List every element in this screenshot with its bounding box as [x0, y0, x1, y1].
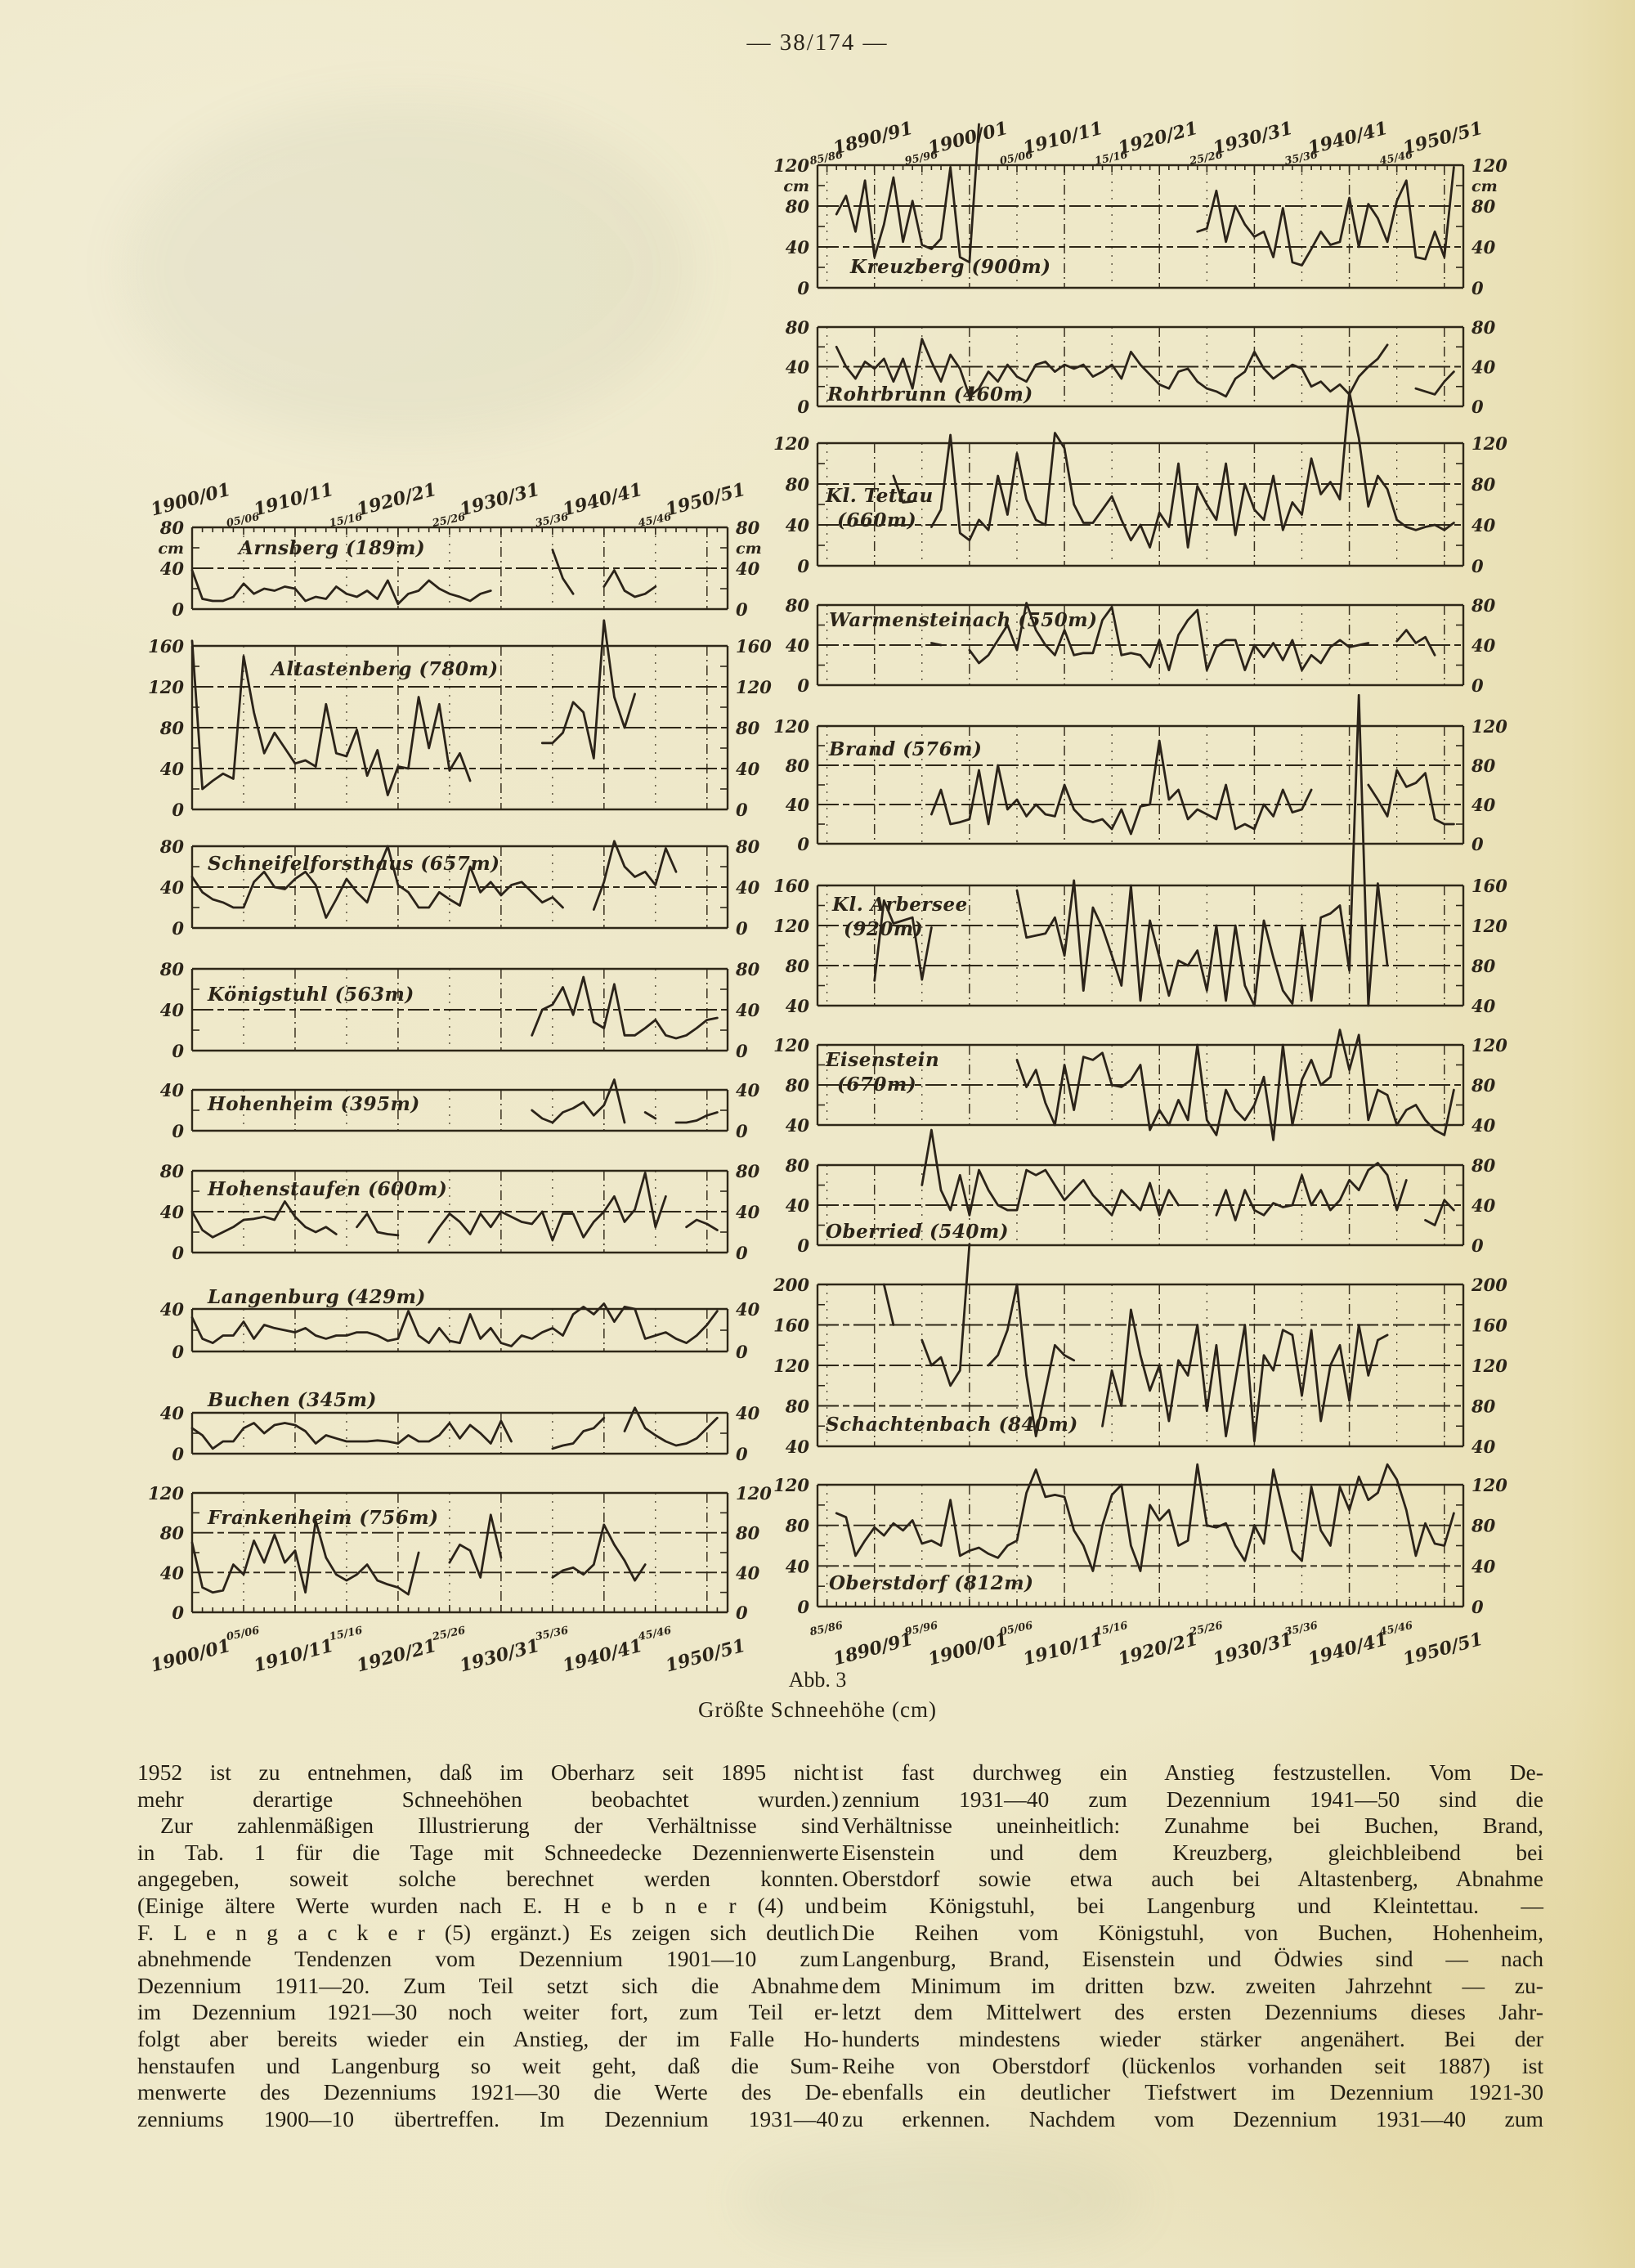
y-axis-label: 0	[172, 1342, 184, 1362]
station-label: (660m)	[837, 509, 917, 531]
body-text-line: (Einige ältere Werte wurden nach E. H e b n e r (4) und	[137, 1892, 839, 1918]
y-axis-label: 80	[785, 317, 809, 338]
y-axis-label: 0	[797, 1597, 809, 1617]
y-axis-label: 80	[1472, 956, 1496, 976]
station-label: Schneifelforsthaus (657m)	[208, 853, 500, 875]
x-axis-decade-label: 1940/41	[560, 1634, 645, 1677]
y-axis-label: 40	[1472, 795, 1496, 815]
body-text-line: ebenfalls ein deutlicher Tiefstwert im Dezennium 1921-30	[842, 2079, 1543, 2105]
y-axis-label: 40	[1472, 515, 1496, 536]
x-axis-mid-label: 45/46	[637, 1624, 673, 1644]
y-axis-label: 40	[159, 1562, 184, 1584]
y-axis-label: 80	[159, 1161, 184, 1181]
x-axis-mid-label: 15/16	[1093, 148, 1130, 168]
y-axis-label: 0	[1472, 1597, 1484, 1617]
station-label: Oberried (540m)	[826, 1221, 1010, 1243]
station-label: Eisenstein	[826, 1049, 940, 1071]
x-axis-mid-label: 35/36	[534, 510, 570, 531]
y-axis-label: 160	[1472, 1315, 1507, 1336]
station-label: Altastenberg (780m)	[271, 658, 499, 680]
y-axis-label: 40	[159, 759, 184, 779]
x-axis-mid-label: 95/96	[903, 148, 939, 168]
figure-title: Größte Schneehöhe (cm)	[698, 1697, 937, 1722]
y-axis-label: 0	[172, 1041, 184, 1061]
unit-label: cm	[736, 540, 762, 558]
x-axis-decade-label: 1900/01	[925, 117, 1010, 159]
snow-depth-series	[922, 1130, 1454, 1225]
y-axis-label: 0	[797, 556, 809, 576]
y-axis-label: 0	[172, 1243, 184, 1263]
station-label: (670m)	[837, 1073, 917, 1096]
y-axis-label: 40	[785, 1556, 809, 1577]
y-axis-label: 40	[785, 1195, 809, 1216]
x-axis-decade-label: 1930/31	[457, 478, 542, 521]
y-axis-label: 160	[773, 876, 809, 896]
x-axis-mid-label: 05/06	[998, 1619, 1034, 1639]
x-axis-decade-label: 1910/11	[251, 1634, 336, 1677]
y-axis-label: 0	[1472, 556, 1484, 576]
y-axis-label: 40	[1472, 1115, 1496, 1136]
y-axis-label: 120	[148, 1483, 184, 1504]
body-text-line: Langenburg, Brand, Eisenstein und Ödwies sind — nach	[842, 1946, 1543, 1972]
y-axis-label: 120	[773, 155, 809, 176]
body-text-line: ist fast durchweg ein Anstieg festzustellen. Vom De-	[842, 1759, 1543, 1785]
y-axis-label: 0	[1472, 675, 1484, 696]
y-axis-label: 0	[797, 834, 809, 854]
x-axis-decade-label: 1930/31	[457, 1634, 542, 1677]
y-axis-label: 40	[1472, 356, 1496, 378]
y-axis-label: 40	[1472, 1195, 1496, 1216]
x-axis-decade-label: 1940/41	[1306, 1628, 1391, 1670]
y-axis-label: 0	[736, 1444, 748, 1464]
y-axis-label: 0	[736, 1041, 748, 1061]
station-label: Arnsberg (189m)	[239, 537, 426, 559]
y-axis-label: 0	[1472, 1235, 1484, 1256]
y-axis-label: 0	[172, 918, 184, 939]
y-axis-label: 0	[172, 1121, 184, 1141]
y-axis-label: 40	[736, 1000, 760, 1020]
x-axis-mid-label: 45/46	[1378, 148, 1414, 168]
y-axis-label: 40	[1472, 237, 1496, 258]
body-text-line: zu erkennen. Nachdem vom Dezennium 1931—40 zum	[842, 2105, 1543, 2131]
x-axis-decade-label: 1950/51	[663, 478, 748, 521]
x-axis-decade-label: 1910/11	[1020, 1628, 1105, 1670]
x-axis-decade-label: 1940/41	[560, 478, 645, 521]
body-text-line: menwerte des Dezenniums 1921—30 die Werte des De-	[137, 2079, 839, 2105]
body-text-line: zenniums 1900—10 übertreffen. Im Dezennium 1931—40	[137, 2105, 839, 2131]
body-text-line: Dezennium 1911—20. Zum Teil setzt sich die Abnahme	[137, 1972, 839, 1998]
y-axis-label: 120	[773, 716, 809, 737]
snow-depth-series	[931, 741, 1454, 834]
snow-depth-series	[192, 1408, 717, 1449]
y-axis-label: 0	[797, 397, 809, 417]
text-column-left	[137, 1759, 839, 2132]
y-axis-label: 80	[159, 518, 184, 538]
x-axis-decade-label: 1950/51	[1400, 117, 1485, 159]
y-axis-label: 40	[785, 795, 809, 815]
y-axis-label: 0	[736, 800, 748, 820]
x-axis-mid-label: 25/26	[1189, 148, 1225, 168]
y-axis-label: 40	[785, 996, 809, 1016]
y-axis-label: 80	[159, 836, 184, 857]
y-axis-label: 80	[1472, 1155, 1496, 1176]
y-axis-label: 80	[736, 1161, 760, 1181]
y-axis-label: 40	[785, 515, 809, 536]
x-axis-mid-label: 35/36	[1283, 148, 1319, 168]
y-axis-label: 120	[148, 677, 184, 697]
station-label: Oberstdorf (812m)	[829, 1572, 1034, 1594]
x-axis-decade-label: 1900/01	[148, 478, 233, 521]
x-axis-decade-label: 1900/01	[148, 1634, 233, 1677]
y-axis-label: 0	[736, 1243, 748, 1263]
body-text-line: dem Minimum im dritten bzw. zweiten Jahrzehnt — zu-	[842, 1972, 1543, 1998]
x-axis-mid-label: 25/26	[431, 1624, 467, 1644]
y-axis-label: 40	[159, 1299, 184, 1320]
x-axis-decade-label: 1920/21	[354, 478, 439, 521]
body-text-line: folgt aber bereits wieder ein Anstieg, der im Falle Ho-	[137, 2025, 839, 2051]
text-column-right	[842, 1759, 1543, 2132]
y-axis-label: 120	[736, 677, 772, 697]
y-axis-label: 0	[1472, 834, 1484, 854]
y-axis-label: 0	[172, 1602, 184, 1623]
station-label: Hohenstaufen (600m)	[208, 1178, 448, 1200]
y-axis-label: 80	[1472, 317, 1496, 338]
y-axis-label: 40	[785, 1115, 809, 1136]
x-axis-mid-label: 95/96	[903, 1619, 939, 1639]
station-label: Schachtenbach (840m)	[826, 1414, 1078, 1436]
y-axis-label: 160	[773, 1315, 809, 1336]
station-label: Kl. Arbersee	[832, 894, 968, 916]
y-axis-label: 0	[172, 1444, 184, 1464]
y-axis-label: 0	[736, 1602, 748, 1623]
x-axis-decade-label: 1890/91	[831, 1628, 916, 1670]
y-axis-label: 40	[1472, 1556, 1496, 1577]
body-text-line: henstaufen und Langenburg so weit geht, daß die Sum-	[137, 2052, 839, 2078]
x-axis-decade-label: 1900/01	[925, 1628, 1010, 1670]
snow-depth-series	[192, 1304, 717, 1347]
y-axis-label: 80	[785, 1396, 809, 1417]
y-axis-label: 40	[159, 1403, 184, 1423]
unit-label: cm	[783, 177, 809, 195]
body-text-line: letzt dem Mittelwert des ersten Dezenniums dieses Jahr-	[842, 1999, 1543, 2025]
y-axis-label: 200	[1472, 1275, 1507, 1295]
y-axis-label: 40	[1472, 1437, 1496, 1457]
x-axis-decade-label: 1940/41	[1306, 117, 1391, 159]
page-number: — 38/174 —	[746, 29, 889, 56]
y-axis-label: 80	[1472, 1515, 1496, 1536]
y-axis-label: 40	[736, 1562, 760, 1584]
y-axis-label: 120	[773, 1035, 809, 1056]
y-axis-label: 80	[1472, 196, 1496, 217]
x-axis-mid-label: 45/46	[637, 510, 673, 531]
y-axis-label: 120	[1472, 1356, 1507, 1376]
y-axis-label: 120	[1472, 433, 1507, 454]
y-axis-label: 40	[736, 558, 760, 579]
x-axis-mid-label: 05/06	[225, 510, 261, 531]
x-axis-mid-label: 25/26	[1189, 1619, 1225, 1639]
y-axis-label: 80	[785, 474, 809, 495]
y-axis-label: 120	[1472, 1475, 1507, 1495]
station-label: Langenburg (429m)	[208, 1286, 426, 1308]
y-axis-label: 0	[1472, 397, 1484, 417]
station-label: Hohenheim (395m)	[208, 1093, 420, 1115]
snow-depth-series	[836, 1464, 1454, 1571]
snow-depth-series	[532, 977, 718, 1038]
y-axis-label: 0	[1472, 278, 1484, 298]
y-axis-label: 120	[773, 1475, 809, 1495]
station-label: Kreuzberg (900m)	[850, 256, 1051, 278]
y-axis-label: 40	[785, 1437, 809, 1457]
body-text-line: beim Königstuhl, bei Langenburg und Kleintettau. —	[842, 1892, 1543, 1918]
y-axis-label: 80	[785, 1515, 809, 1536]
y-axis-label: 40	[159, 558, 184, 579]
body-text-line: Oberstdorf sowie etwa auch bei Altastenberg, Abnahme	[842, 1866, 1543, 1892]
y-axis-label: 40	[1472, 635, 1496, 656]
x-axis-decade-label: 1950/51	[663, 1634, 748, 1677]
y-axis-label: 80	[785, 1075, 809, 1096]
y-axis-label: 120	[773, 916, 809, 936]
y-axis-label: 160	[1472, 876, 1507, 896]
body-text-line: Verhältnisse uneinheitlich: Zunahme bei Buchen, Brand,	[842, 1813, 1543, 1839]
y-axis-label: 40	[159, 1000, 184, 1020]
y-axis-label: 0	[797, 675, 809, 696]
x-axis-decade-label: 1920/21	[354, 1634, 439, 1677]
snow-depth-series	[884, 1244, 1387, 1441]
y-axis-label: 160	[148, 636, 184, 657]
x-axis-mid-label: 15/16	[328, 1624, 364, 1644]
x-axis-decade-label: 1920/21	[1115, 117, 1201, 159]
y-axis-label: 80	[159, 959, 184, 979]
x-axis-mid-label: 25/26	[431, 510, 467, 531]
y-axis-label: 40	[736, 1299, 760, 1320]
y-axis-label: 80	[736, 1522, 760, 1544]
y-axis-label: 0	[797, 1235, 809, 1256]
x-axis-decade-label: 1910/11	[1020, 117, 1105, 159]
y-axis-label: 40	[159, 1080, 184, 1100]
bleed-through-smudge	[736, 2142, 1144, 2257]
y-axis-label: 120	[773, 1356, 809, 1376]
x-axis-mid-label: 45/46	[1378, 1619, 1414, 1639]
y-axis-label: 80	[736, 959, 760, 979]
y-axis-label: 40	[785, 635, 809, 656]
body-text-line: mehr derartige Schneehöhen beobachtet wurden.)	[137, 1786, 839, 1812]
x-axis-mid-label: 15/16	[1093, 1619, 1130, 1639]
y-axis-label: 40	[159, 1202, 184, 1222]
station-label: Rohrbrunn (460m)	[827, 383, 1033, 406]
x-axis-decade-label: 1890/91	[831, 117, 916, 159]
y-axis-label: 80	[736, 836, 760, 857]
x-axis-mid-label: 85/86	[809, 1619, 844, 1639]
x-axis-decade-label: 1910/11	[251, 478, 336, 521]
y-axis-label: 80	[785, 755, 809, 776]
x-axis-mid-label: 35/36	[534, 1624, 570, 1644]
y-axis-label: 40	[785, 356, 809, 378]
y-axis-label: 80	[1472, 595, 1496, 616]
y-axis-label: 80	[1472, 755, 1496, 776]
y-axis-label: 80	[1472, 474, 1496, 495]
x-axis-mid-label: 05/06	[998, 148, 1034, 168]
y-axis-label: 40	[736, 759, 760, 779]
y-axis-label: 120	[773, 433, 809, 454]
y-axis-label: 80	[159, 718, 184, 738]
station-label: Frankenheim (756m)	[208, 1507, 439, 1529]
y-axis-label: 0	[172, 800, 184, 820]
body-text-line: in Tab. 1 für die Tage mit Schneedecke Dezennienwerte	[137, 1839, 839, 1865]
x-axis-decade-label: 1930/31	[1210, 1628, 1296, 1670]
y-axis-label: 120	[736, 1483, 772, 1504]
body-text-line: 1952 ist zu entnehmen, daß im Oberharz seit 1895 nicht	[137, 1759, 839, 1785]
x-axis-decade-label: 1950/51	[1400, 1628, 1485, 1670]
body-text-line: im Dezennium 1921—30 noch weiter fort, zum Teil er-	[137, 1999, 839, 2025]
x-axis-mid-label: 05/06	[225, 1624, 261, 1644]
y-axis-label: 0	[736, 599, 748, 620]
y-axis-label: 80	[785, 595, 809, 616]
y-axis-label: 0	[172, 599, 184, 620]
y-axis-label: 80	[785, 196, 809, 217]
y-axis-label: 80	[1472, 1396, 1496, 1417]
y-axis-label: 120	[1472, 155, 1507, 176]
y-axis-label: 40	[736, 1403, 760, 1423]
figure-number: Abb. 3	[788, 1668, 847, 1692]
y-axis-label: 0	[797, 278, 809, 298]
y-axis-label: 80	[785, 1155, 809, 1176]
y-axis-label: 200	[773, 1275, 809, 1295]
y-axis-label: 40	[159, 877, 184, 898]
y-axis-label: 40	[1472, 996, 1496, 1016]
body-text-line: Reihe von Oberstdorf (lückenlos vorhanden seit 1887) ist	[842, 2052, 1543, 2078]
body-text-line: F. L e n g a c k e r (5) ergänzt.) Es zeigen sich deutlich	[137, 1919, 839, 1945]
station-label: (920m)	[844, 918, 924, 940]
x-axis-mid-label: 35/36	[1283, 1619, 1319, 1639]
y-axis-label: 80	[159, 1522, 184, 1544]
y-axis-label: 0	[736, 1342, 748, 1362]
snow-depth-series	[894, 392, 1454, 548]
unit-label: cm	[158, 540, 184, 558]
y-axis-label: 40	[736, 1202, 760, 1222]
y-axis-label: 40	[736, 877, 760, 898]
station-label: Königstuhl (563m)	[208, 984, 414, 1006]
station-label: Warmensteinach (550m)	[829, 609, 1098, 631]
y-axis-label: 80	[736, 718, 760, 738]
station-label: Brand (576m)	[829, 738, 983, 760]
y-axis-label: 120	[1472, 1035, 1507, 1056]
y-axis-label: 40	[736, 1080, 760, 1100]
y-axis-label: 40	[785, 237, 809, 258]
y-axis-label: 160	[736, 636, 772, 657]
y-axis-label: 0	[736, 918, 748, 939]
x-axis-decade-label: 1920/21	[1115, 1628, 1201, 1670]
body-text-line: Eisenstein und dem Kreuzberg, gleichbleibend bei	[842, 1839, 1543, 1865]
y-axis-label: 80	[736, 518, 760, 538]
x-axis-mid-label: 15/16	[328, 510, 364, 531]
unit-label: cm	[1472, 177, 1498, 195]
body-text-line: zennium 1931—40 zum Dezennium 1941—50 sind die	[842, 1786, 1543, 1812]
body-text-line: abnehmende Tendenzen vom Dezennium 1901—10 zum	[137, 1946, 839, 1972]
body-text-line: hunderts mindestens wieder stärker angenähert. Bei der	[842, 2025, 1543, 2051]
body-text-line: Zur zahlenmäßigen Illustrierung der Verhältnisse sind	[160, 1813, 839, 1839]
station-label: Kl. Tettau	[826, 485, 934, 507]
y-axis-label: 80	[785, 956, 809, 976]
y-axis-label: 0	[736, 1121, 748, 1141]
y-axis-label: 120	[1472, 916, 1507, 936]
x-axis-mid-label: 85/86	[809, 148, 844, 168]
body-text-line: Die Reihen vom Königstuhl, von Buchen, Hohenheim,	[842, 1919, 1543, 1945]
y-axis-label: 120	[1472, 716, 1507, 737]
x-axis-decade-label: 1930/31	[1210, 117, 1296, 159]
body-text-line: angegeben, soweit solche berechnet werden konnten.	[137, 1866, 839, 1892]
station-label: Buchen (345m)	[208, 1389, 377, 1411]
y-axis-label: 80	[1472, 1075, 1496, 1096]
snow-depth-series	[532, 1080, 718, 1123]
